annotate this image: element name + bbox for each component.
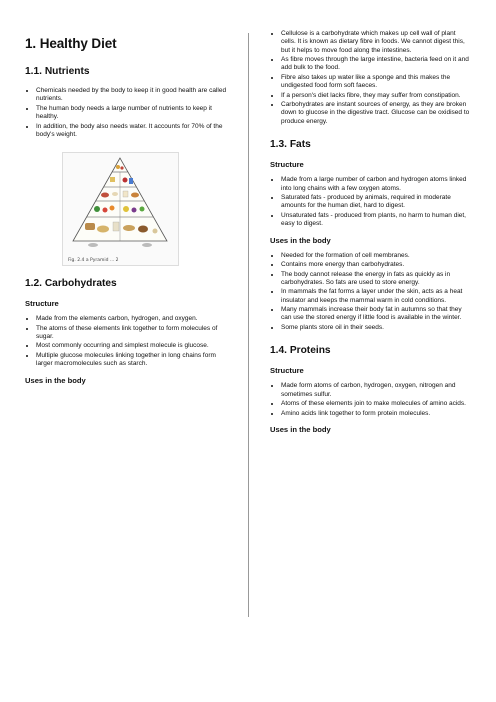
food-pyramid-illustration [63, 153, 178, 265]
carbohydrates-structure-heading: Structure [25, 299, 59, 309]
carbohydrates-structure-list [25, 315, 230, 368]
left-column [25, 36, 230, 392]
list-item: • Amino acids link together to form protein molecules. [281, 410, 470, 418]
list-item: • Multiple glucose molecules linking together in long chains form larger macromolecules such as starch. [36, 352, 230, 369]
proteins-structure-heading: Structure [270, 366, 304, 376]
list-item: • Made from the elements carbon, hydrogen, and oxygen. [36, 315, 230, 323]
nutrients-heading: 1.1. Nutrients [25, 66, 90, 77]
fats-heading: 1.3. Fats [270, 139, 311, 151]
list-item: • Cellulose is a carbohydrate which makes up cell wall of plant cells. It is known as dietary fibre in foods. We cannot digest this, but it helps to move food along the intestines. [281, 30, 470, 55]
list-item: • Many mammals increase their body fat in autumns so that they can use the stored energy if little food is available in the winter. [281, 306, 470, 323]
list-item: • In addition, the body also needs water. It accounts for 70% of the body's weight. [36, 123, 230, 140]
list-item: • Chemicals needed by the body to keep it in good health are called nutrients. [36, 87, 230, 104]
fats-structure-heading: Structure [270, 160, 304, 170]
list-item: • If a person's diet lacks fibre, they may suffer from constipation. [281, 92, 470, 100]
list-item: • In mammals the fat forms a layer under the skin, acts as a heat insulator and keeps the mammal warm in cold conditions. [281, 288, 470, 305]
list-item: • The human body needs a large number of nutrients to keep it healthy. [36, 105, 230, 122]
image-caption: Fig. 2.4 a Pyramid ... 2 [68, 258, 119, 264]
fats-uses-heading: Uses in the body [270, 235, 331, 245]
list-item: • Contains more energy than carbohydrates. [281, 261, 470, 269]
food-pyramid-image [62, 152, 179, 266]
column-divider [248, 33, 249, 617]
fats-structure-list [270, 176, 470, 228]
list-item: • The atoms of these elements link together to form molecules of sugar. [36, 325, 230, 342]
list-item: • The body cannot release the energy in fats as quickly as in carbohydrates. So fats are used to store energy. [281, 271, 470, 288]
proteins-uses-heading: Uses in the body [270, 425, 331, 435]
list-item: • Unsaturated fats - produced from plants, no harm to human diet, easy to digest. [281, 212, 470, 229]
list-item: • Atoms of these elements join to make molecules of amino acids. [281, 400, 470, 408]
carbohydrates-uses-heading: Uses in the body [25, 375, 86, 385]
list-item: • Most commonly occurring and simplest molecule is glucose. [36, 342, 230, 350]
list-item: • Saturated fats - produced by animals, required in moderate amounts for the human diet, hard to digest. [281, 194, 470, 211]
list-item: • Fibre also takes up water like a sponge and this makes the undigested food form soft faeces. [281, 74, 470, 91]
list-item: • Needed for the formation of cell membranes. [281, 252, 470, 260]
fats-uses-list [270, 252, 470, 333]
list-item: • As fibre moves through the large intestine, bacteria feed on it and add bulk to the food. [281, 56, 470, 73]
proteins-heading: 1.4. Proteins [270, 345, 331, 357]
nutrients-list [25, 87, 230, 139]
list-item: • Carbohydrates are instant sources of energy, as they are broken down to glucose in the digestive tract. Glucose can be oxidised to produce energy. [281, 101, 470, 126]
page-title: 1. Healthy Diet [25, 36, 117, 51]
right-column [270, 30, 470, 441]
list-item: • Some plants store oil in their seeds. [281, 324, 470, 332]
proteins-structure-list [270, 382, 470, 418]
carbohydrates-uses-list [270, 30, 470, 126]
list-item: • Made from a large number of carbon and hydrogen atoms linked into long chains with a few oxygen atoms. [281, 176, 470, 193]
list-item: • Made form atoms of carbon, hydrogen, oxygen, nitrogen and sometimes sulfur. [281, 382, 470, 399]
carbohydrates-heading: 1.2. Carbohydrates [25, 278, 117, 290]
